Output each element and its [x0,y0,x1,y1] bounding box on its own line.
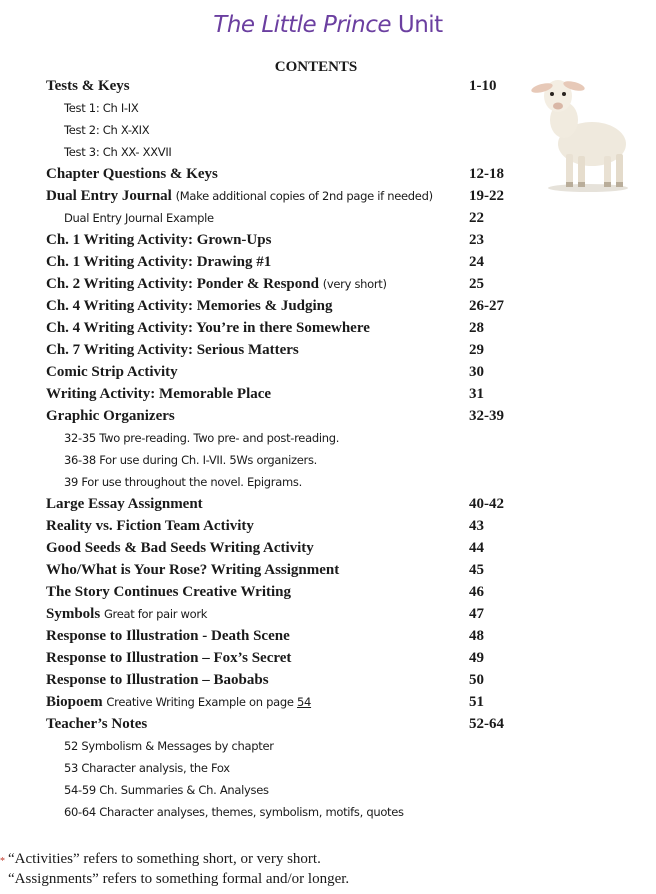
toc-entry-title [46,339,299,361]
toc-entry-note [104,607,207,621]
toc-entry [0,361,656,383]
toc-entry-page: 29 [469,342,484,358]
toc-entry-label: Response to Illustration – Fox’s Secret [46,650,292,666]
toc-entry [0,757,656,779]
toc-entry-label: 54-59 Ch. Summaries & Ch. Analyses [64,783,269,797]
toc-entry-label: Graphic Organizers [46,408,175,424]
toc-entry-title [46,295,333,317]
toc-entry-note [176,189,433,203]
toc-entry-label: 53 Character analysis, the Fox [64,761,230,775]
toc-entry [0,317,656,339]
toc-entry [0,691,656,713]
toc-entry [0,75,656,97]
toc-entry-page: 46 [469,584,484,600]
footnote-marker: * [0,856,5,867]
toc-entry-label: Response to Illustration - Death Scene [46,628,290,644]
toc-entry-title [46,559,339,581]
toc-entry-title [64,207,214,229]
toc-entry-title [64,427,339,449]
toc-entry-page: 43 [469,518,484,534]
contents-heading: CONTENTS [274,59,358,75]
toc-entry [0,493,656,515]
toc-entry-label: Ch. 4 Writing Activity: Memories & Judging [46,298,333,314]
toc-entry-page: 49 [469,650,484,666]
toc-entry-page: 40-42 [469,496,504,512]
toc-entry-label: Comic Strip Activity [46,364,178,380]
toc-entry-title [64,735,274,757]
toc-entry-title [46,229,271,251]
toc-entry-label: Test 1: Ch I-IX [64,101,139,115]
toc-entry [0,295,656,317]
toc-entry [0,97,656,119]
toc-entry [0,515,656,537]
toc-entry [0,471,656,493]
toc-entry-title [46,185,433,207]
toc-entry-page: 48 [469,628,484,644]
toc-entry-label: Symbols [46,606,101,622]
toc-entry-title [64,801,404,823]
toc-entry [0,207,656,229]
toc-entry-label: The Story Continues Creative Writing [46,584,292,600]
toc-entry-title [64,449,317,471]
toc-entry-label: Response to Illustration – Baobabs [46,672,269,688]
toc-entry-title [46,603,207,625]
toc-entry-title [64,779,269,801]
toc-entry [0,185,656,207]
toc-entry-title [46,251,271,273]
toc-entry-page: 50 [469,672,484,688]
toc-entry [0,603,656,625]
toc-entry-label: Reality vs. Fiction Team Activity [46,518,254,534]
toc-entry-title [46,75,130,97]
toc-entry [0,339,656,361]
toc-entry [0,273,656,295]
toc-entry-page: 1-10 [469,78,497,94]
toc-entry-page: 26-27 [469,298,504,314]
toc-entry [0,383,656,405]
toc-entry [0,735,656,757]
toc-entry-label: Ch. 4 Writing Activity: You’re in there Somewhere [46,320,370,336]
toc-entry-title [46,647,291,669]
toc-entry-label: Test 3: Ch XX- XXVII [64,145,172,159]
title-unit: Unit [397,12,443,38]
toc-entry-title [46,163,218,185]
toc-entry-page: 51 [469,694,484,710]
toc-entry-note [323,277,387,291]
toc-entry [0,713,656,735]
toc-entry-title [46,625,290,647]
toc-entry [0,801,656,823]
title-main: The Little Prince [213,12,392,38]
toc-entry-page: 22 [469,210,484,226]
toc-entry-label: Ch. 7 Writing Activity: Serious Matters [46,342,299,358]
toc-entry-title [46,537,314,559]
toc-entry-title [46,273,387,295]
toc-entry-page: 30 [469,364,484,380]
toc-entry-page: 19-22 [469,188,504,204]
toc-entry-title [46,383,271,405]
toc-entry [0,779,656,801]
toc-entry-title [64,119,149,141]
toc-entry-title [46,581,291,603]
toc-entry-label: Ch. 1 Writing Activity: Drawing #1 [46,254,272,270]
toc-entry-title [46,669,269,691]
toc-entry-note-text: Creative Writing Example on page [106,695,294,709]
toc-entry-label: Writing Activity: Memorable Place [46,386,272,402]
toc-entry-page: 28 [469,320,484,336]
toc-entry-title [46,713,147,735]
toc-entry-page: 32-39 [469,408,504,424]
toc-entry-title [64,97,138,119]
toc-entry-title [46,691,311,713]
document-title [0,12,656,38]
toc-entry-label: Ch. 1 Writing Activity: Grown-Ups [46,232,272,248]
toc-entry-label: 32-35 Two pre-reading. Two pre- and post-reading. [64,431,340,445]
toc-entry-label: 60-64 Character analyses, themes, symbolism, motifs, quotes [64,805,404,819]
toc-entry [0,427,656,449]
toc-entry-label: Who/What is Your Rose? Writing Assignment [46,562,340,578]
toc-entry [0,449,656,471]
toc-entry [0,251,656,273]
toc-entry-page: 47 [469,606,484,622]
toc-entry-title [64,757,230,779]
toc-entry-page: 25 [469,276,484,292]
toc-entry-title [46,515,254,537]
toc-entry-note-text: (Make additional copies of 2nd page if needed) [175,189,433,203]
page-reference-link[interactable]: 54 [297,695,312,709]
toc-entry-page: 31 [469,386,484,402]
toc-entry-label: 52 Symbolism & Messages by chapter [64,739,274,753]
toc-entry-page: 12-18 [469,166,504,182]
footer-note-activities: “Activities” refers to something short, or very short. [8,851,321,867]
toc-entry-note-text: Great for pair work [103,607,208,621]
toc-entry-label: Tests & Keys [46,78,130,94]
toc-entry [0,229,656,251]
toc-entry [0,405,656,427]
toc-entry-title [46,317,370,339]
toc-entry-title [46,493,203,515]
toc-entry-title [64,141,172,163]
toc-entry-label: Good Seeds & Bad Seeds Writing Activity [46,540,314,556]
toc-entry-page: 24 [469,254,484,270]
toc-entry-label: 39 For use throughout the novel. Epigrams. [64,475,302,489]
toc-entry-page: 23 [469,232,484,248]
toc-entry [0,669,656,691]
toc-entry-note [106,695,311,709]
toc-entry-title [64,471,302,493]
toc-entry-label: Dual Entry Journal Example [64,211,214,225]
toc-entry-label: Large Essay Assignment [46,496,203,512]
toc-entry [0,647,656,669]
toc-entry-page: 44 [469,540,484,556]
toc-entry-title [46,405,175,427]
toc-entry [0,537,656,559]
toc-entry-label: Teacher’s Notes [46,716,148,732]
toc-entry-label: Chapter Questions & Keys [46,166,218,182]
toc-entry [0,163,656,185]
toc-entry-label: Biopoem [46,694,103,710]
toc-entry-page: 52-64 [469,716,504,732]
footer-note-assignments: “Assignments” refers to something formal and/or longer. [8,871,350,887]
toc-entry-page: 45 [469,562,484,578]
toc-entry-label: Dual Entry Journal [46,188,172,204]
toc-entry-title [46,361,178,383]
toc-entry-label: Ch. 2 Writing Activity: Ponder & Respond [46,276,319,292]
toc-entry-note-text: (very short) [322,277,387,291]
toc-entry [0,559,656,581]
toc-entry-label: 36-38 For use during Ch. I-VII. 5Ws organizers. [64,453,318,467]
toc-entry-label: Test 2: Ch X-XIX [64,123,150,137]
toc-entry [0,581,656,603]
toc-entry [0,625,656,647]
toc-entry [0,119,656,141]
toc-entry [0,141,656,163]
